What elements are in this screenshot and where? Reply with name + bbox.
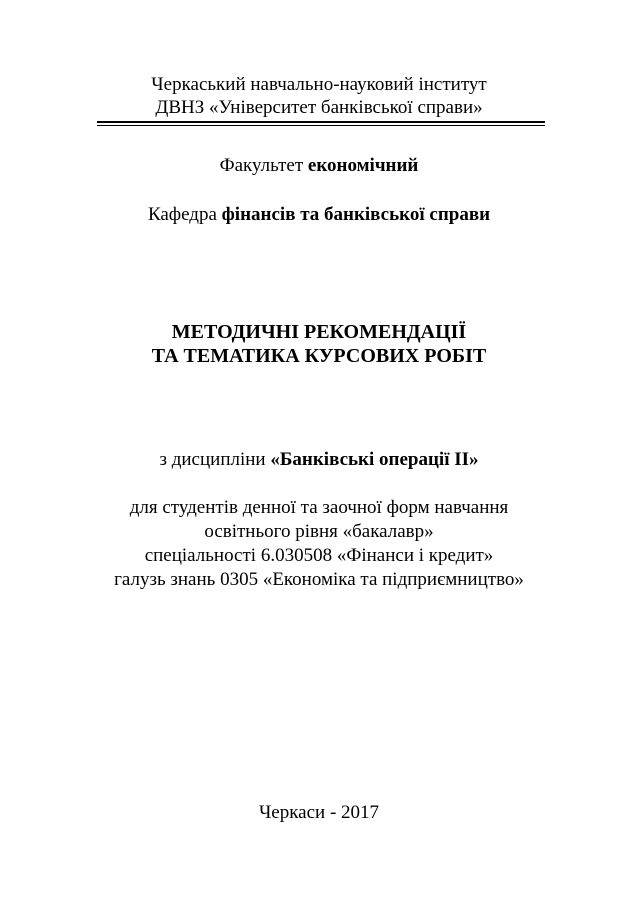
city-year: Черкаси - 2017: [258, 802, 380, 823]
department-line: [0, 204, 638, 226]
university-name: ДВНЗ «Університет банківської справи»: [155, 97, 483, 118]
document-title-line2: ТА ТЕМАТИКА КУРСОВИХ РОБІТ: [151, 345, 487, 367]
audience-line2: освітнього рівня «бакалавр»: [204, 521, 434, 542]
discipline-line: [0, 449, 638, 471]
discipline-prefix: з дисципліни: [159, 449, 271, 470]
discipline-name: «Банківські операції ІІ»: [270, 449, 479, 470]
department-prefix: Кафедра: [147, 204, 222, 225]
faculty-prefix: Факультет: [219, 155, 308, 176]
faculty-name: економічний: [307, 155, 419, 176]
department-name: фінансів та банківської справи: [221, 204, 491, 225]
faculty-line: [0, 155, 638, 177]
document-title-line1: МЕТОДИЧНІ РЕКОМЕНДАЦІЇ: [171, 321, 467, 343]
institute-name: Черкаський навчально-науковий інститут: [151, 74, 487, 95]
audience-line3: спеціальності 6.030508 «Фінанси і кредит»: [144, 545, 494, 566]
header-divider-thin: [97, 125, 545, 126]
audience-line4: галузь знань 0305 «Економіка та підприємництво»: [114, 569, 524, 590]
audience-line1: для студентів денної та заочної форм навчання: [129, 497, 509, 518]
header-divider-thick: [97, 121, 545, 123]
